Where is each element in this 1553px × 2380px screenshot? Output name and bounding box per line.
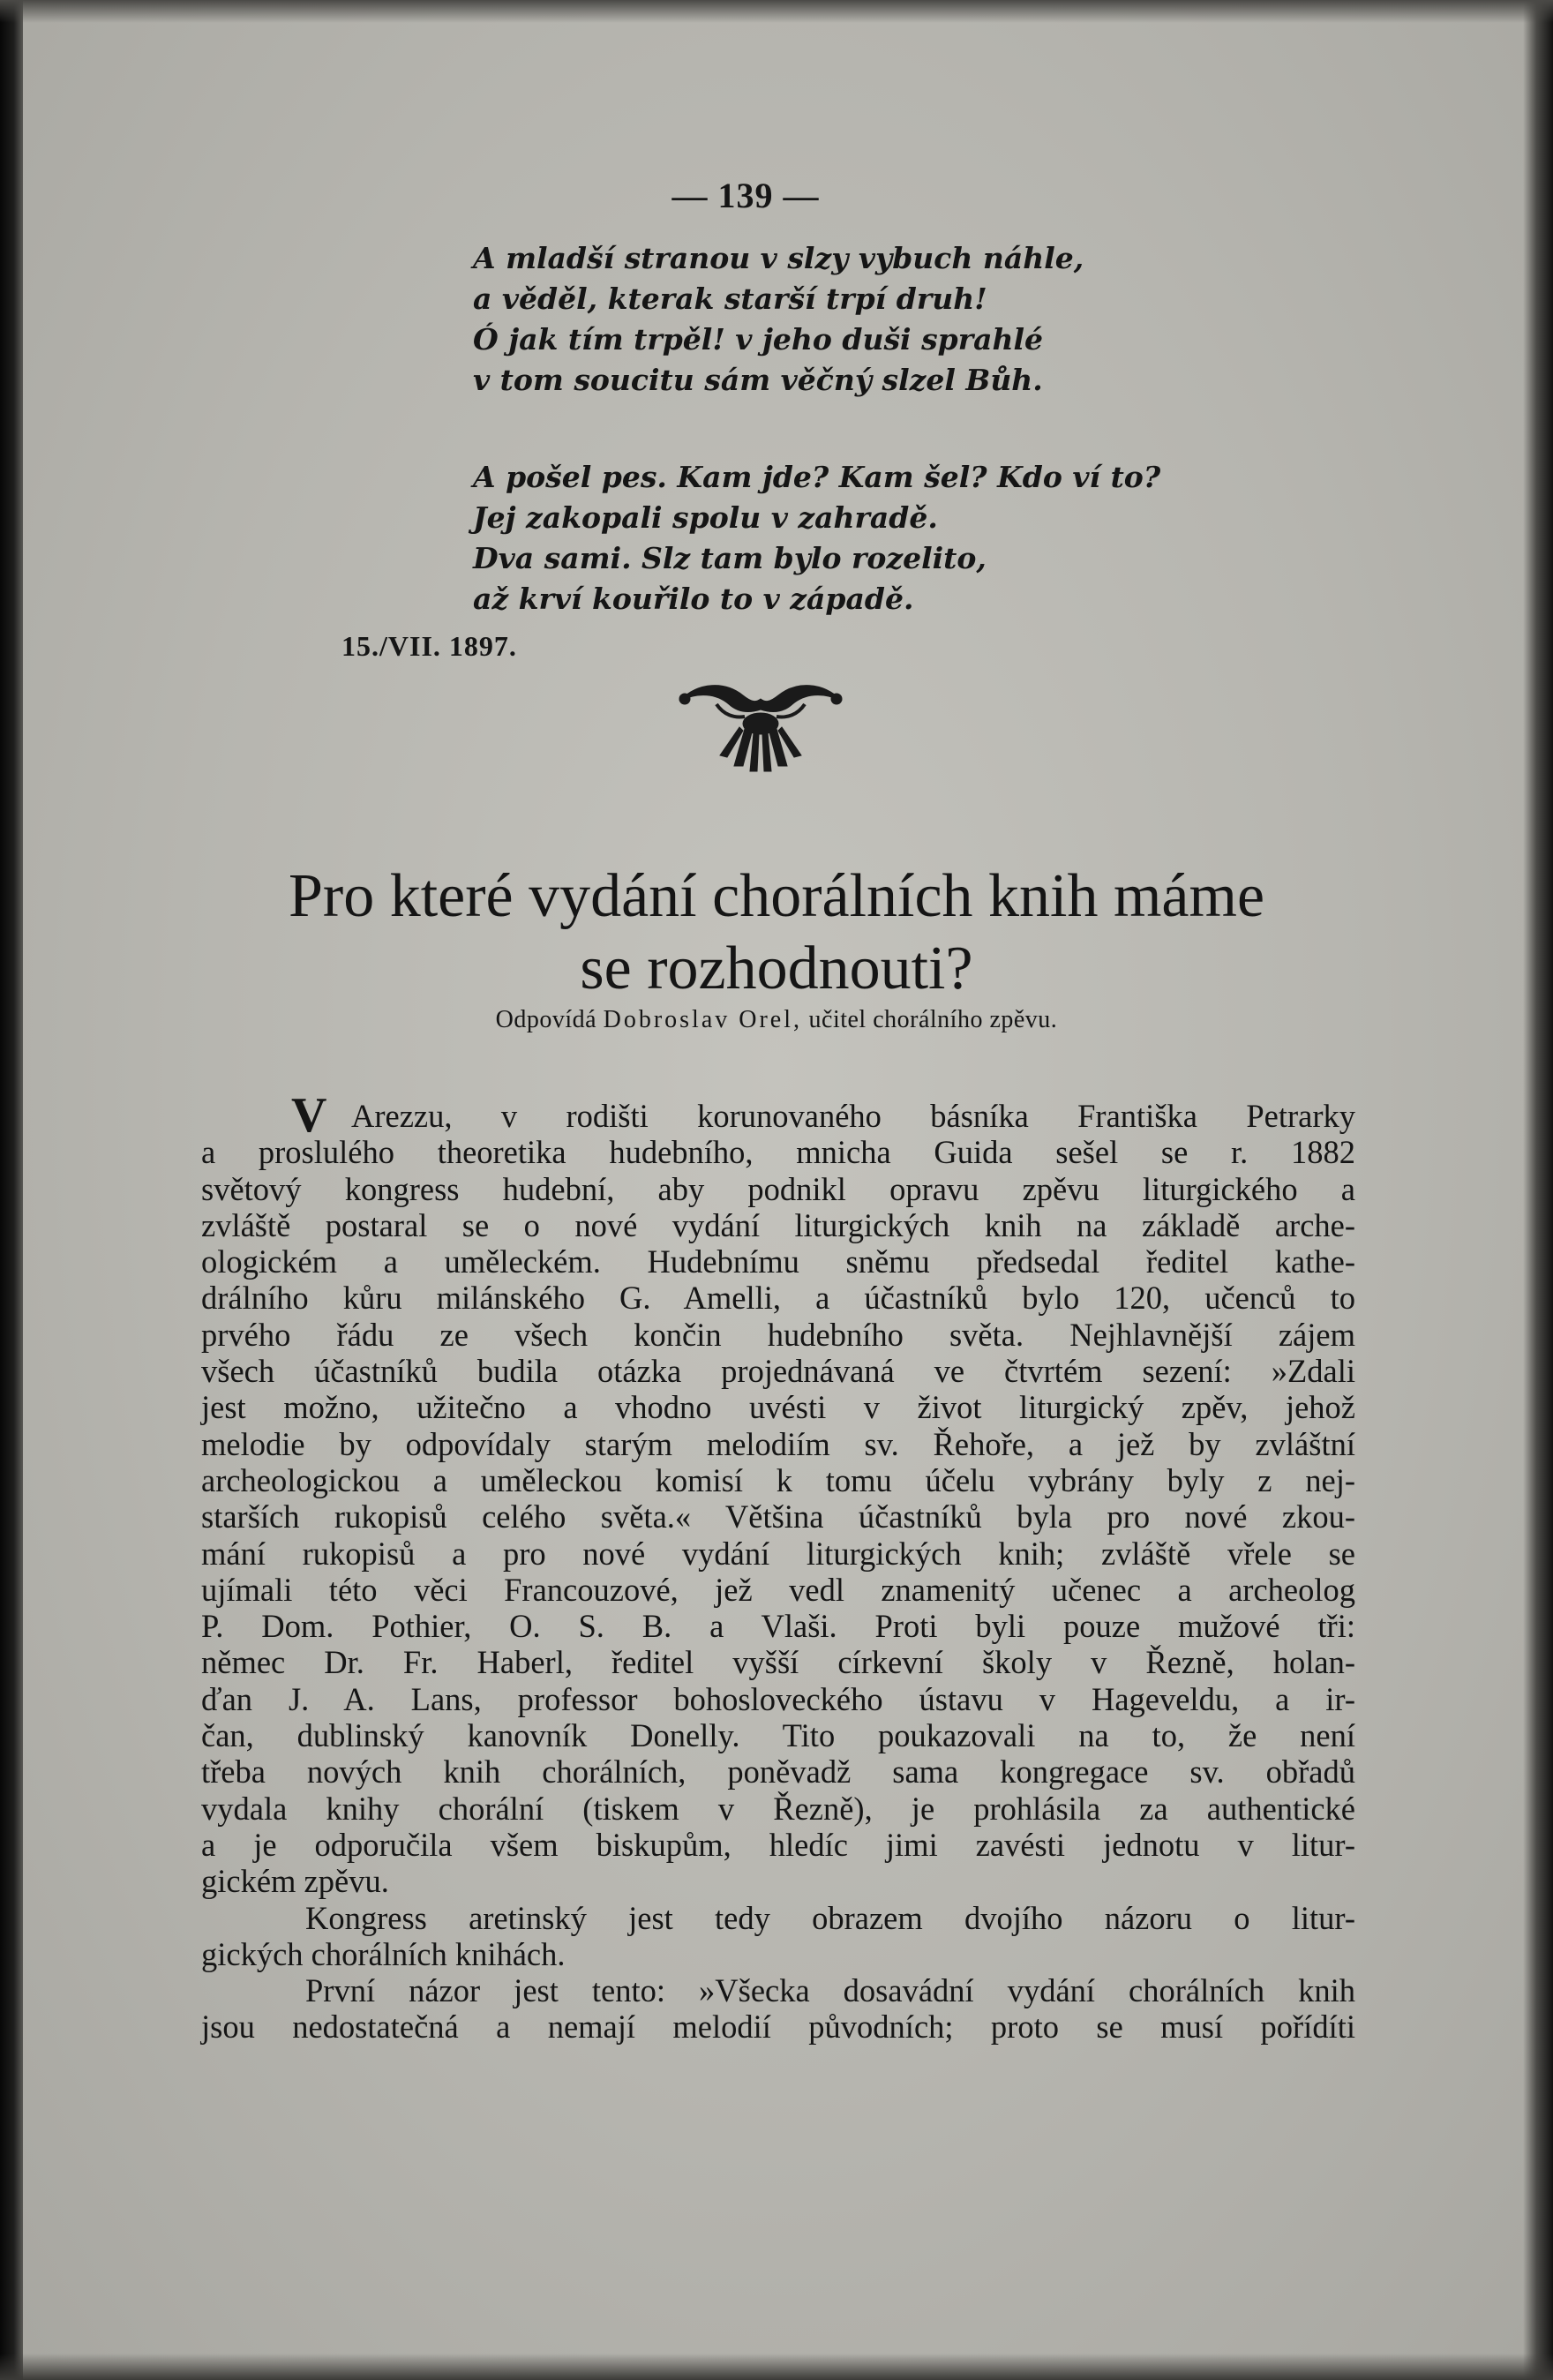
text-line: třeba nových knih chorálních, poněvadž sama kongregace sv. obřadů <box>201 1753 1355 1791</box>
article-body <box>201 1098 1355 2046</box>
text-line: jsou nedostatečná a nemají melodií původních; proto se musí pořídíti <box>201 2008 1355 2046</box>
byline-author: Dobroslav Orel, <box>603 1006 803 1033</box>
text-line: ďan J. A. Lans, professor bohosloveckého ústavu v Hageveldu, a ir- <box>201 1680 1355 1717</box>
poem-line: až krví kouřilo to v západě. <box>473 582 914 616</box>
article-byline <box>132 1004 1421 1036</box>
text-line: a proslulého theoretika hudebního, mnicha Guida sešel se r. 1882 <box>201 1134 1355 1171</box>
page-top-shadow <box>0 0 1553 23</box>
text-line: P. Dom. Pothier, O. S. B. a Vlaši. Proti byli pouze mužové tři: <box>201 1608 1355 1645</box>
text-line: vydala knihy chorální (tiskem v Řezně), je prohlásila za authentické <box>201 1790 1355 1827</box>
text-line: Kongress aretinský jest tedy obrazem dvojího názoru o litur- <box>305 1899 1355 1936</box>
poem-stanza-2 <box>473 457 1355 619</box>
article-title-line: se rozhodnouti? <box>580 935 973 1002</box>
text-line: němec Dr. Fr. Haberl, ředitel vyšší církevní školy v Řezně, holan- <box>201 1644 1355 1681</box>
poem-line: Jej zakopali spolu v zahradě. <box>473 500 938 535</box>
text-line: První názor jest tento: »Všecka dosavádní vydání chorálních knih <box>305 1972 1355 2009</box>
text-line: archeologickou a uměleckou komisí k tomu účelu vybrány byly z nej- <box>201 1461 1355 1498</box>
fleuron-ornament-icon <box>664 674 858 777</box>
page-bottom-shadow <box>0 2354 1553 2380</box>
byline-suffix: učitel chorálního zpěvu. <box>808 1006 1058 1033</box>
article-title-line: Pro které vydání chorálních knih máme <box>288 862 1265 930</box>
poem-line: A mladší stranou v slzy vybuch náhle, <box>473 241 1084 275</box>
text-line: gických chorálních knihách. <box>201 1935 566 1972</box>
text-line: Arezzu, v rodišti korunovaného básníka Františka Petrarky <box>351 1098 1355 1134</box>
text-line: mání rukopisů a pro nové vydání liturgických knih; zvláště vřele se <box>201 1535 1355 1572</box>
byline-prefix: Odpovídá <box>495 1006 597 1033</box>
poem-line: v tom soucitu sám věčný slzel Bůh. <box>473 363 1043 397</box>
poem-date: 15./VII. 1897. <box>341 630 517 662</box>
text-line: prvého řádu ze všech končin hudebního světa. Nejhlavnější zájem <box>201 1316 1355 1353</box>
page-edge-shadow <box>1523 0 1553 2380</box>
book-binding-shadow <box>0 0 23 2380</box>
poem-line: a věděl, kterak starší trpí druh! <box>473 282 987 316</box>
poem-line: A pošel pes. Kam jde? Kam šel? Kdo ví to? <box>473 460 1161 494</box>
text-line: a je odporučila všem biskupům, hledíc jimi zavésti jednotu v litur- <box>201 1826 1355 1863</box>
drop-cap: V <box>291 1088 327 1143</box>
text-line: starších rukopisů celého světa.« Většina účastníků byla pro nové zkou- <box>201 1498 1355 1535</box>
text-line: jest možno, užitečno a vhodno uvésti v život liturgický zpěv, jehož <box>201 1389 1355 1426</box>
article-title <box>132 860 1421 1005</box>
poem-line: Dva sami. Slz tam bylo rozelito, <box>473 541 987 575</box>
text-line: gickém zpěvu. <box>201 1863 389 1900</box>
text-line: světový kongress hudební, aby podnikl opravu zpěvu liturgického a <box>201 1170 1355 1207</box>
text-line: melodie by odpovídaly starým melodiím sv. Řehoře, a jež by zvláštní <box>201 1425 1355 1462</box>
poem-stanza-1 <box>473 238 1355 401</box>
text-line: zvláště postaral se o nové vydání liturgických knih na základě arche- <box>201 1206 1355 1243</box>
text-line: drálního kůru milánského G. Amelli, a účastníků bylo 120, učenců to <box>201 1280 1355 1317</box>
text-line: ologickém a uměleckém. Hudebnímu sněmu předsedal ředitel kathe- <box>201 1243 1355 1280</box>
page-number: — 139 — <box>671 176 820 215</box>
text-line: všech účastníků budila otázka projednávaná ve čtvrtém sezení: »Zdali <box>201 1353 1355 1390</box>
text-line: ujímali této věci Francouzové, jež vedl znamenitý učenec a archeolog <box>201 1571 1355 1608</box>
text-line: čan, dublinský kanovník Donelly. Tito poukazovali na to, že není <box>201 1717 1355 1754</box>
poem-line: Ó jak tím trpěl! v jeho duši sprahlé <box>473 322 1044 357</box>
